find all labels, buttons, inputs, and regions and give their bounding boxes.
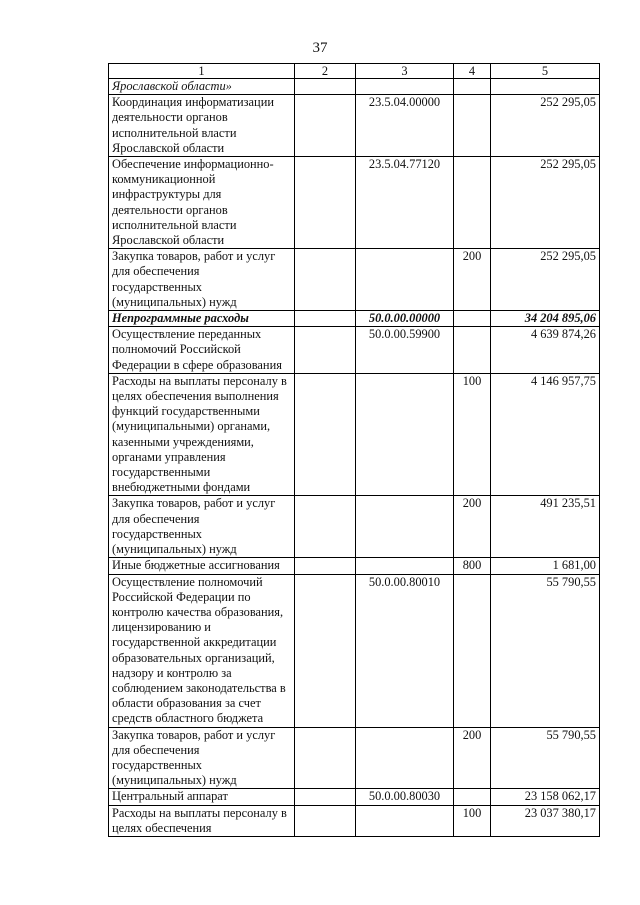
row-col2 — [295, 311, 356, 327]
row-expense-type — [454, 327, 491, 374]
row-code — [356, 249, 454, 311]
row-amount: 252 295,05 — [491, 157, 600, 249]
row-code: 50.0.00.80010 — [356, 574, 454, 727]
table-row — [109, 79, 600, 95]
row-col2 — [295, 727, 356, 789]
row-col2 — [295, 789, 356, 805]
row-expense-type — [454, 574, 491, 727]
row-expense-type: 200 — [454, 249, 491, 311]
row-name: Расходы на выплаты персоналу в целях обеспечения выполнения функций государственными (муниципальными) органами, казенными учреждениями, органами управления государственными внебюджетными фондами — [109, 373, 295, 496]
header-col-1: 1 — [109, 64, 295, 79]
table-row — [109, 496, 600, 558]
row-code: 50.0.00.59900 — [356, 327, 454, 374]
page-number: 37 — [312, 40, 328, 56]
row-expense-type — [454, 157, 491, 249]
row-expense-type — [454, 95, 491, 157]
table-row — [109, 574, 600, 727]
row-amount: 55 790,55 — [491, 727, 600, 789]
row-expense-type: 200 — [454, 496, 491, 558]
row-name: Осуществление полномочий Российской Федерации по контролю качества образования, лицензированию и государственной аккредитации образовательных организаций, надзору и контролю за соблюдением законодательства в области образования за счет средств областного бюджета — [109, 574, 295, 727]
row-amount: 55 790,55 — [491, 574, 600, 727]
row-code — [356, 558, 454, 574]
row-expense-type: 800 — [454, 558, 491, 574]
row-col2 — [295, 373, 356, 496]
row-col2 — [295, 249, 356, 311]
header-col-4: 4 — [454, 64, 491, 79]
row-name: Ярославской области» — [109, 79, 295, 95]
row-expense-type — [454, 789, 491, 805]
table-row — [109, 95, 600, 157]
row-amount: 252 295,05 — [491, 249, 600, 311]
row-name: Осуществление переданных полномочий Российской Федерации в сфере образования — [109, 327, 295, 374]
row-name: Координация информатизации деятельности органов исполнительной власти Ярославской области — [109, 95, 295, 157]
table-row — [109, 805, 600, 836]
row-name: Обеспечение информационно-коммуникационной инфраструктуры для деятельности органов исполнительной власти Ярославской области — [109, 157, 295, 249]
table-row — [109, 249, 600, 311]
row-amount: 23 037 380,17 — [491, 805, 600, 836]
row-expense-type — [454, 79, 491, 95]
table-header-row — [109, 64, 600, 79]
row-col2 — [295, 496, 356, 558]
header-col-2: 2 — [295, 64, 356, 79]
row-name: Центральный аппарат — [109, 789, 295, 805]
row-name: Закупка товаров, работ и услуг для обеспечения государственных (муниципальных) нужд — [109, 249, 295, 311]
row-code — [356, 373, 454, 496]
table-row — [109, 727, 600, 789]
row-expense-type: 100 — [454, 373, 491, 496]
row-expense-type — [454, 311, 491, 327]
row-code: 50.0.00.00000 — [356, 311, 454, 327]
row-col2 — [295, 95, 356, 157]
budget-table — [108, 63, 600, 837]
row-amount: 23 158 062,17 — [491, 789, 600, 805]
row-col2 — [295, 157, 356, 249]
row-col2 — [295, 558, 356, 574]
row-code — [356, 805, 454, 836]
row-amount: 4 639 874,26 — [491, 327, 600, 374]
row-code — [356, 727, 454, 789]
row-code — [356, 496, 454, 558]
table-row — [109, 789, 600, 805]
row-amount: 252 295,05 — [491, 95, 600, 157]
row-expense-type: 200 — [454, 727, 491, 789]
header-col-3: 3 — [356, 64, 454, 79]
table-row — [109, 373, 600, 496]
row-amount: 1 681,00 — [491, 558, 600, 574]
row-code: 23.5.04.00000 — [356, 95, 454, 157]
row-col2 — [295, 574, 356, 727]
row-amount: 34 204 895,06 — [491, 311, 600, 327]
row-name: Закупка товаров, работ и услуг для обеспечения государственных (муниципальных) нужд — [109, 727, 295, 789]
row-code: 23.5.04.77120 — [356, 157, 454, 249]
table-row — [109, 157, 600, 249]
row-col2 — [295, 79, 356, 95]
row-name: Закупка товаров, работ и услуг для обеспечения государственных (муниципальных) нужд — [109, 496, 295, 558]
header-col-5: 5 — [491, 64, 600, 79]
row-code: 50.0.00.80030 — [356, 789, 454, 805]
row-code — [356, 79, 454, 95]
table-row — [109, 558, 600, 574]
row-col2 — [295, 327, 356, 374]
row-col2 — [295, 805, 356, 836]
table-row — [109, 311, 600, 327]
row-amount: 491 235,51 — [491, 496, 600, 558]
row-name: Непрограммные расходы — [109, 311, 295, 327]
row-amount: 4 146 957,75 — [491, 373, 600, 496]
row-amount — [491, 79, 600, 95]
row-expense-type: 100 — [454, 805, 491, 836]
row-name: Иные бюджетные ассигнования — [109, 558, 295, 574]
row-name: Расходы на выплаты персоналу в целях обеспечения — [109, 805, 295, 836]
table-row — [109, 327, 600, 374]
